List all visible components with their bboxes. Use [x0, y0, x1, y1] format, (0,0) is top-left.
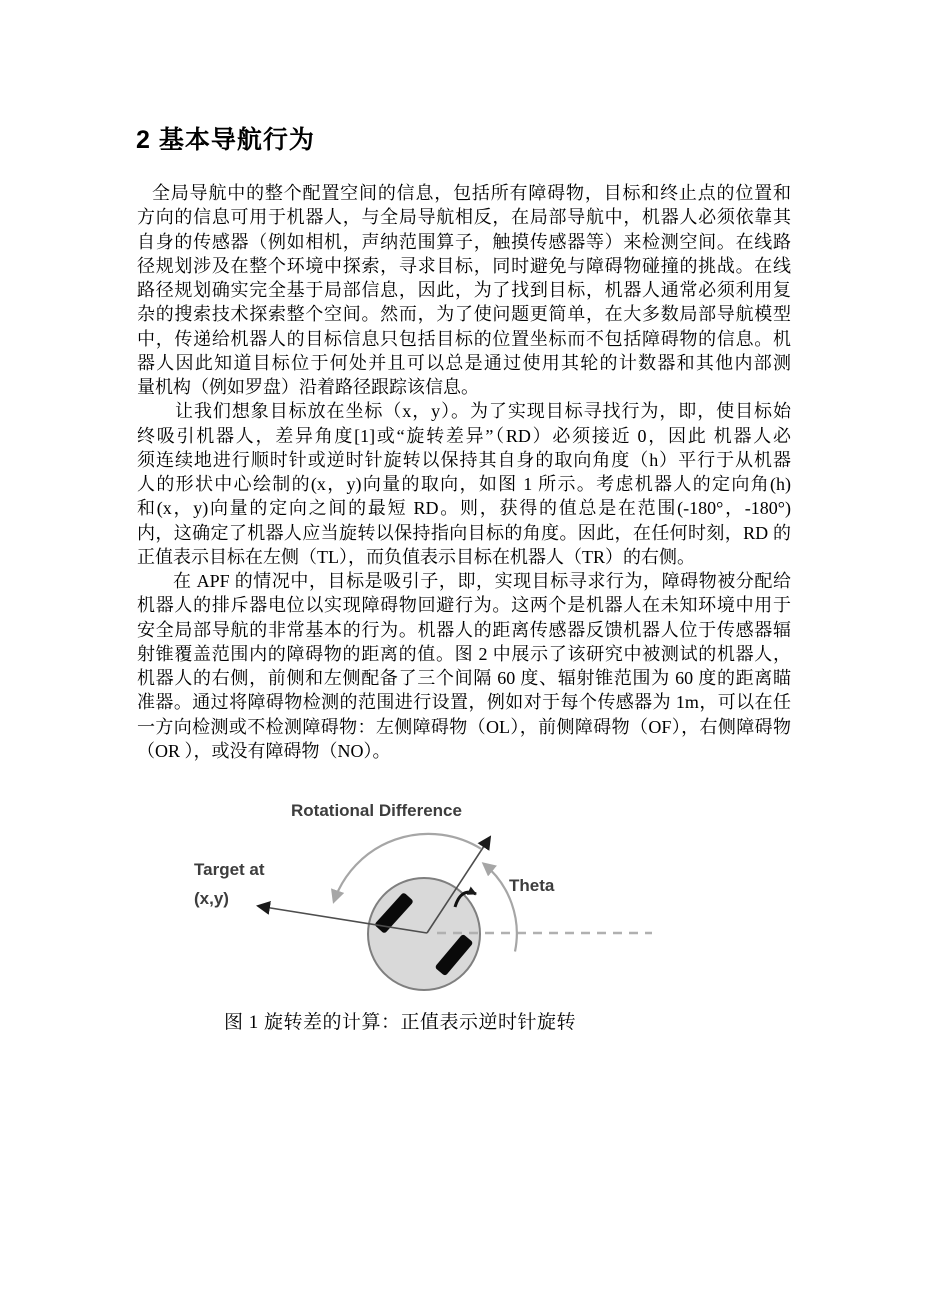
- text-line: 器人因此知道目标位于何处并且可以总是通过使用其轮的计数器和其他内部测: [137, 352, 791, 373]
- text-line: 路径规划确实完全基于局部信息，因此，为了找到目标，机器人通常必须利用复: [137, 280, 791, 300]
- text-line: 机器人的右侧，前侧和左侧配备了三个间隔 60 度、辐射锥范围为 60 度的距离瞄: [137, 668, 791, 688]
- text-line: 杂的搜索技术探索整个空间。然而，为了使问题更简单，在大多数局部导航模型: [137, 304, 791, 325]
- text-line: 让我们想象目标放在坐标（x，y）。为了实现目标寻找行为，即，使目标始: [175, 401, 791, 422]
- text-line: 准器。通过将障碍物检测的范围进行设置，例如对于每个传感器为 1m，可以在任: [137, 692, 791, 713]
- text-line: 内，这确定了机器人应当旋转以保持指向目标的角度。因此，在任何时刻，RD 的: [137, 522, 791, 543]
- text-line: 径规划涉及在整个环境中探索，寻求目标，同时避免与障碍物碰撞的挑战。在线: [137, 255, 791, 276]
- paragraph: [137, 181, 791, 399]
- text-line: 和(x，y)向量的定向之间的最短 RD。则，获得的值总是在范围(-180°，-180°): [137, 498, 791, 519]
- label-rotational-difference: Rotational Difference: [291, 801, 462, 820]
- label-theta: Theta: [509, 876, 555, 895]
- text-line: 机器人的排斥器电位以实现障碍物回避行为。这两个是机器人在未知环境中用于: [137, 595, 791, 616]
- text-line: 人的形状中心绘制的(x，y)向量的取向，如图 1 所示。考虑机器人的定向角(h): [137, 474, 791, 494]
- text-line: 须连续地进行顺时针或逆时针旋转以保持其自身的取向角度（h）平行于从机器: [137, 449, 791, 470]
- text-line: 自身的传感器（例如相机，声纳范围算子，触摸传感器等）来检测空间。在线路: [137, 231, 791, 252]
- text-line: 量机构（例如罗盘）沿着路径跟踪该信息。: [137, 377, 479, 397]
- label-target-at-line2: (x,y): [194, 889, 229, 908]
- text-line: 终吸引机器人，差异角度[1]或“旋转差异”（RD）必须接近 0，因此 机器人必: [137, 425, 791, 446]
- text-line: 在 APF 的情况中，目标是吸引子，即，实现目标寻求行为，障碍物被分配给: [173, 571, 791, 591]
- label-target-at: [194, 855, 265, 913]
- text-line: 一方向检测或不检测障碍物：左侧障碍物（OL），前侧障碍物（OF），右侧障碍物: [137, 716, 791, 737]
- text-line: 正值表示目标在左侧（TL），而负值表示目标在机器人（TR）的右侧。: [137, 546, 695, 567]
- figure-caption: 图 1 旋转差的计算：正值表示逆时针旋转: [224, 1012, 577, 1033]
- text-line: 射锥覆盖范围内的障碍物的距离的值。图 2 中展示了该研究中被测试的机器人，: [137, 643, 791, 664]
- text-line: 全局导航中的整个配置空间的信息，包括所有障碍物，目标和终止点的位置和: [152, 183, 791, 203]
- text-line: 安全局部导航的非常基本的行为。机器人的距离传感器反馈机器人位于传感器辐: [137, 619, 791, 640]
- label-target-at-line1: Target at: [194, 860, 265, 879]
- paragraph: [137, 569, 791, 763]
- section-heading: 2 基本导航行为: [136, 126, 315, 154]
- body-text: [137, 181, 791, 763]
- figure-rotational-difference: [180, 795, 670, 1007]
- paragraph: [137, 399, 791, 569]
- text-line: （OR ），或没有障碍物（NO）。: [137, 740, 391, 761]
- text-line: 方向的信息可用于机器人，与全局导航相反，在局部导航中，机器人必须依靠其: [137, 207, 791, 228]
- text-line: 中，传递给机器人的目标信息只包括目标的位置坐标而不包括障碍物的信息。机: [137, 328, 791, 349]
